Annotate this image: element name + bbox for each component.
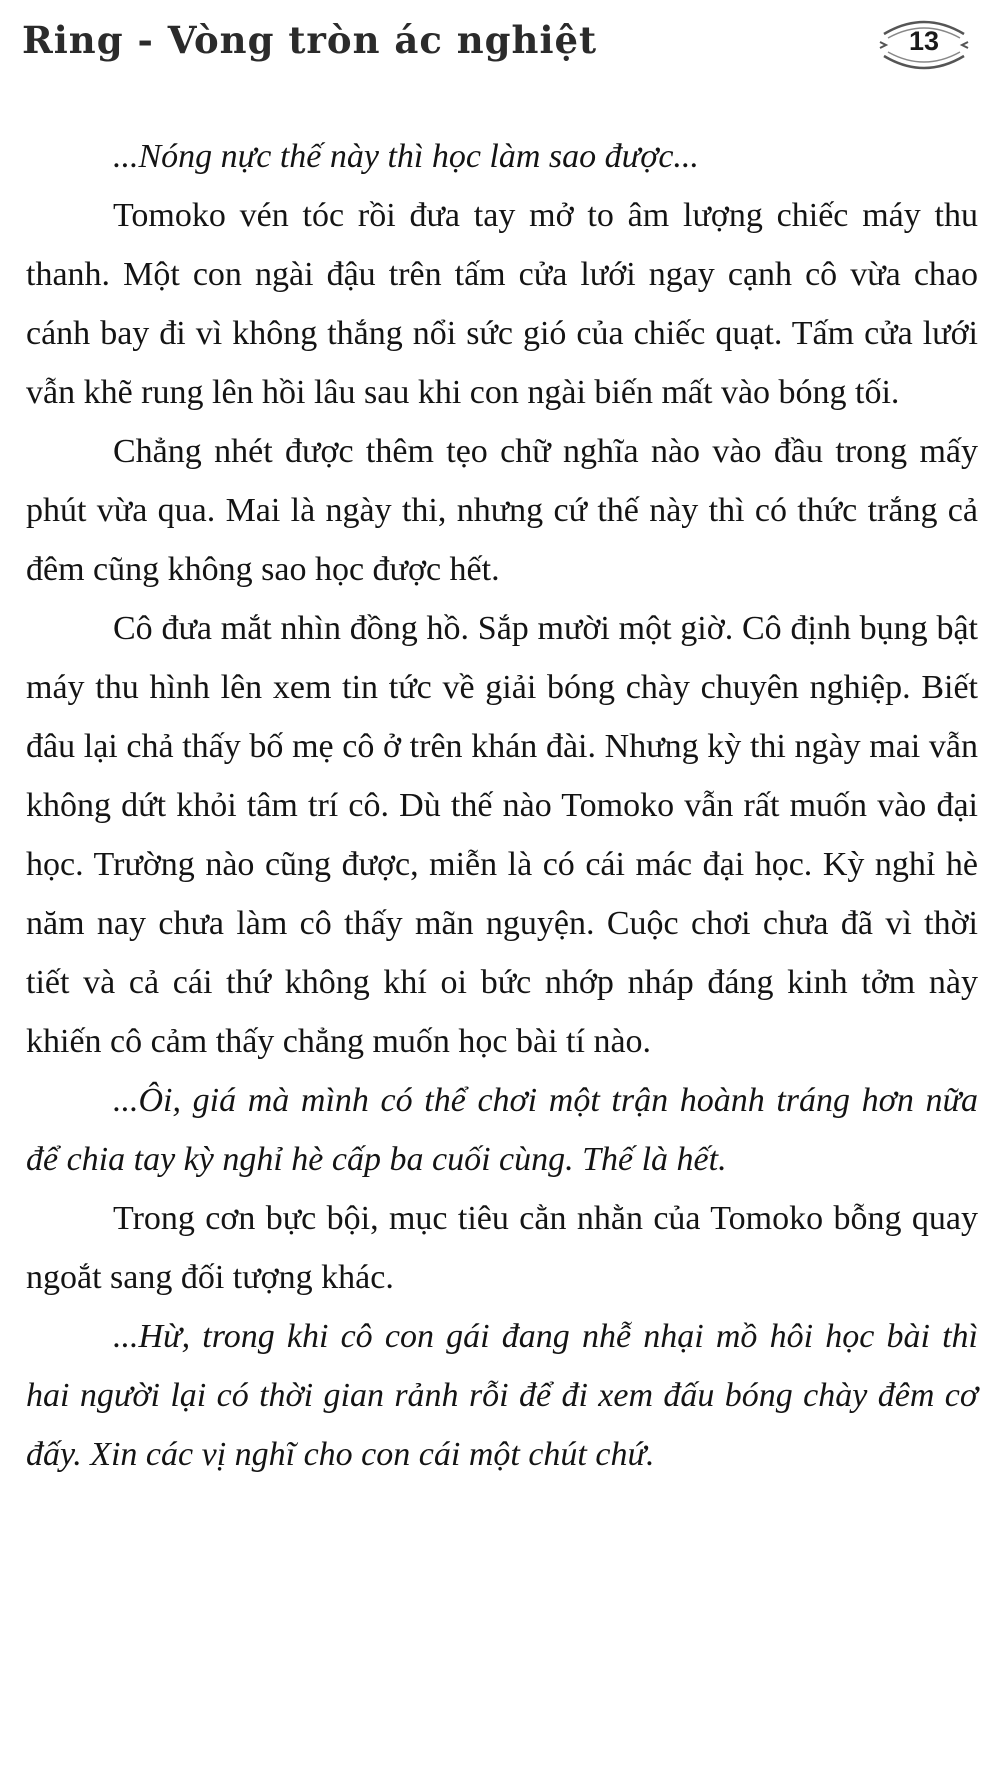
page-number: 13 [908, 26, 940, 56]
book-title: Ring - Vòng tròn ác nghiệt [22, 18, 598, 62]
paragraph: Chẳng nhét được thêm tẹo chữ nghĩa nào vào đầu trong mấy phút vừa qua. Mai là ngày thi, nhưng cứ thế này thì có thức trắng cả đêm cũng không sao học được hết. [26, 433, 978, 588]
paragraph: Cô đưa mắt nhìn đồng hồ. Sắp mười một giờ. Cô định bụng bật máy thu hình lên xem tin tức về giải bóng chày chuyên nghiệp. Biết đâu lại chả thấy bố mẹ cô ở trên khán đài. Nhưng kỳ thi ngày mai vẫn không dứt khỏi tâm trí cô. Dù thế nào Tomoko vẫn rất muốn vào đại học. Trường nào cũng được, miễn là có cái mác đại học. Kỳ nghỉ hè năm nay chưa làm cô thấy mãn nguyện. Cuộc chơi chưa đã vì thời tiết và cả cái thứ không khí oi bức nhớp nháp đáng kinh tởm này khiến cô cảm thấy chẳng muốn học bài tí nào. [26, 610, 978, 1060]
paragraph: Trong cơn bực bội, mục tiêu cằn nhằn của Tomoko bỗng quay ngoắt sang đối tượng khác. [26, 1200, 978, 1296]
paragraph: ...Hừ, trong khi cô con gái đang nhễ nhại mồ hôi học bài thì hai người lại có thời gian rảnh rỗi để đi xem đấu bóng chày đêm cơ đấy. Xin các vị nghĩ cho con cái một chút chứ. [26, 1318, 978, 1473]
paragraph: ...Ôi, giá mà mình có thể chơi một trận hoành tráng hơn nữa để chia tay kỳ nghỉ hè cấp ba cuối cùng. Thế là hết. [26, 1082, 978, 1178]
body-text [26, 127, 978, 1484]
page-number-badge [876, 12, 972, 76]
page-header [22, 12, 978, 76]
paragraph: ...Nóng nực thế này thì học làm sao được... [113, 138, 699, 175]
paragraph: Tomoko vén tóc rồi đưa tay mở to âm lượng chiếc máy thu thanh. Một con ngài đậu trên tấm cửa lưới ngay cạnh cô vừa chao cánh bay đi vì không thắng nổi sức gió của chiếc quạt. Tấm cửa lưới vẫn khẽ rung lên hồi lâu sau khi con ngài biến mất vào bóng tối. [26, 197, 978, 411]
